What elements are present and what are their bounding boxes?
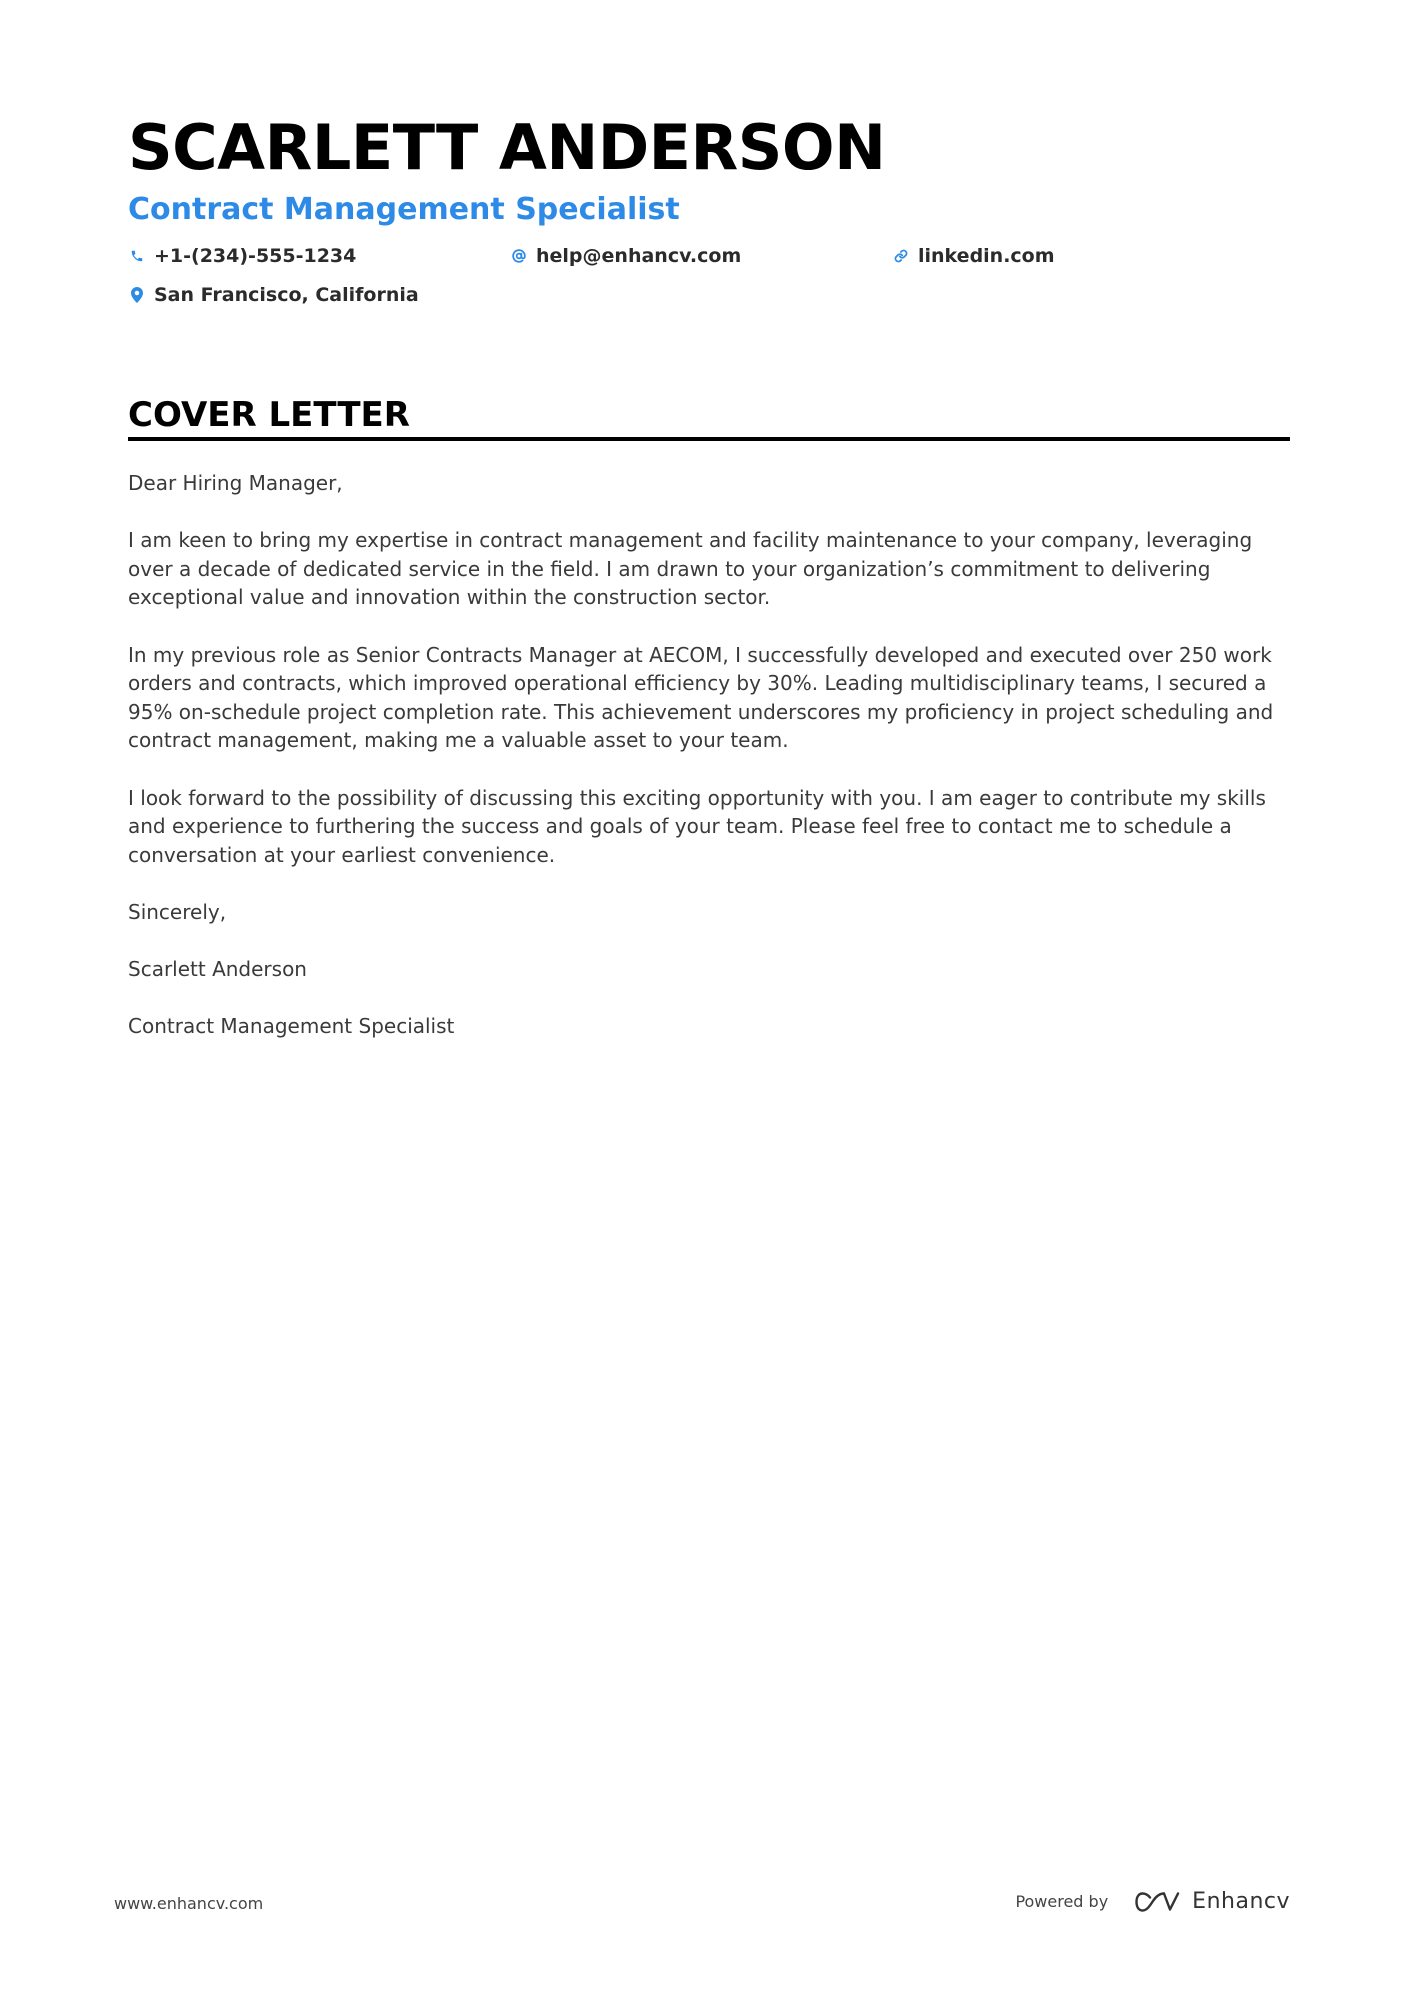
contact-location xyxy=(130,282,419,308)
map-pin-icon xyxy=(130,287,144,303)
letter-greeting: Dear Hiring Manager, xyxy=(128,471,343,495)
contact-linkedin[interactable] xyxy=(894,243,1055,269)
phone-text: +1-(234)-555-1234 xyxy=(154,245,357,267)
linkedin-text: linkedin.com xyxy=(918,245,1055,267)
at-sign-icon xyxy=(512,248,526,264)
footer-branding xyxy=(1015,1888,1290,1916)
letter-paragraph: I look forward to the possibility of discussing this exciting opportunity with you. I am eager to contribute my skills and experience to furthering the success and goals of your team. Please feel free to contact me to schedule a conversation at your earliest convenience. xyxy=(128,785,1266,867)
signature-title: Contract Management Specialist xyxy=(128,1014,455,1039)
letter-paragraph: In my previous role as Senior Contracts Manager at AECOM, I successfully developed and executed over 250 work orders and contracts, which improved operational efficiency by 30%. Leading multidisciplinary teams, I secured a 95% on-schedule project completion rate. This achievement underscores my proficiency in project scheduling and contract management, making me a valuable asset to your team. xyxy=(128,642,1274,753)
candidate-name: SCARLETT ANDERSON xyxy=(128,111,886,184)
link-icon xyxy=(894,248,908,264)
letter-paragraph: I am keen to bring my expertise in contract management and facility maintenance to your company, leveraging over a decade of dedicated service in the field. I am drawn to your organization’s commitment to delivering exceptional value and innovation within the construction sector. xyxy=(128,528,1253,610)
section-title: COVER LETTER xyxy=(128,395,410,435)
brand-name: Enhancv xyxy=(1192,1889,1290,1914)
enhancv-logo-icon xyxy=(1134,1890,1180,1914)
contact-phone xyxy=(130,243,356,269)
letter-body xyxy=(128,469,1293,1069)
powered-by-label: Powered by xyxy=(1015,1892,1109,1911)
signature-name: Scarlett Anderson xyxy=(128,957,307,982)
candidate-role: Contract Management Specialist xyxy=(128,192,680,227)
section-divider xyxy=(128,437,1290,441)
location-text: San Francisco, California xyxy=(154,284,419,306)
phone-icon xyxy=(130,248,144,264)
footer-website[interactable]: www.enhancv.com xyxy=(114,1894,264,1913)
letter-closing: Sincerely, xyxy=(128,899,227,924)
contact-email[interactable] xyxy=(512,243,741,269)
email-text: help@enhancv.com xyxy=(536,245,742,267)
